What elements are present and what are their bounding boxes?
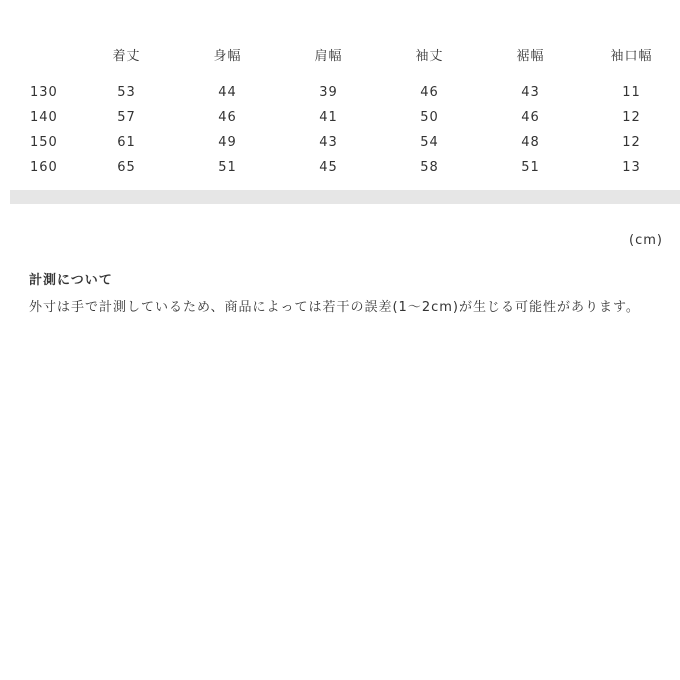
table-cell: 46 — [420, 85, 439, 100]
unit-label: (cm) — [629, 233, 663, 248]
size-cell: 150 — [30, 135, 58, 150]
header-sleeve-length: 袖丈 — [415, 48, 444, 64]
section-divider — [10, 190, 680, 204]
table-cell: 54 — [420, 135, 439, 150]
table-cell: 12 — [622, 135, 641, 150]
table-cell: 44 — [218, 85, 237, 100]
size-cell: 130 — [30, 85, 58, 100]
table-row — [0, 130, 680, 155]
table-cell: 65 — [117, 160, 136, 175]
table-cell: 46 — [521, 110, 540, 125]
table-header-row — [0, 40, 680, 68]
table-cell: 51 — [521, 160, 540, 175]
table-cell: 43 — [521, 85, 540, 100]
size-cell: 140 — [30, 110, 58, 125]
measurement-note-body: 外寸は手で計測しているため、商品によっては若干の誤差(1〜2cm)が生じる可能性があります。 — [29, 300, 640, 315]
table-cell: 39 — [319, 85, 338, 100]
table-cell: 41 — [319, 110, 338, 125]
table-cell: 57 — [117, 110, 136, 125]
table-cell: 45 — [319, 160, 338, 175]
table-cell: 48 — [521, 135, 540, 150]
header-cuff-width: 袖口幅 — [610, 48, 653, 64]
header-size — [0, 40, 76, 68]
table-cell: 53 — [117, 85, 136, 100]
table-cell: 11 — [622, 85, 641, 100]
header-shoulder-width: 肩幅 — [314, 48, 343, 64]
table-cell: 13 — [622, 160, 641, 175]
header-chest-width: 身幅 — [213, 48, 242, 64]
measurement-note-title: 計測について — [29, 273, 113, 288]
header-length: 着丈 — [112, 48, 141, 64]
table-cell: 50 — [420, 110, 439, 125]
table-cell: 58 — [420, 160, 439, 175]
table-cell: 61 — [117, 135, 136, 150]
size-table — [0, 40, 680, 180]
table-cell: 49 — [218, 135, 237, 150]
table-cell: 43 — [319, 135, 338, 150]
table-cell: 12 — [622, 110, 641, 125]
table-row — [0, 80, 680, 105]
size-cell: 160 — [30, 160, 58, 175]
table-cell: 46 — [218, 110, 237, 125]
table-row — [0, 155, 680, 180]
table-row — [0, 105, 680, 130]
table-cell: 51 — [218, 160, 237, 175]
header-hem-width: 裾幅 — [516, 48, 545, 64]
